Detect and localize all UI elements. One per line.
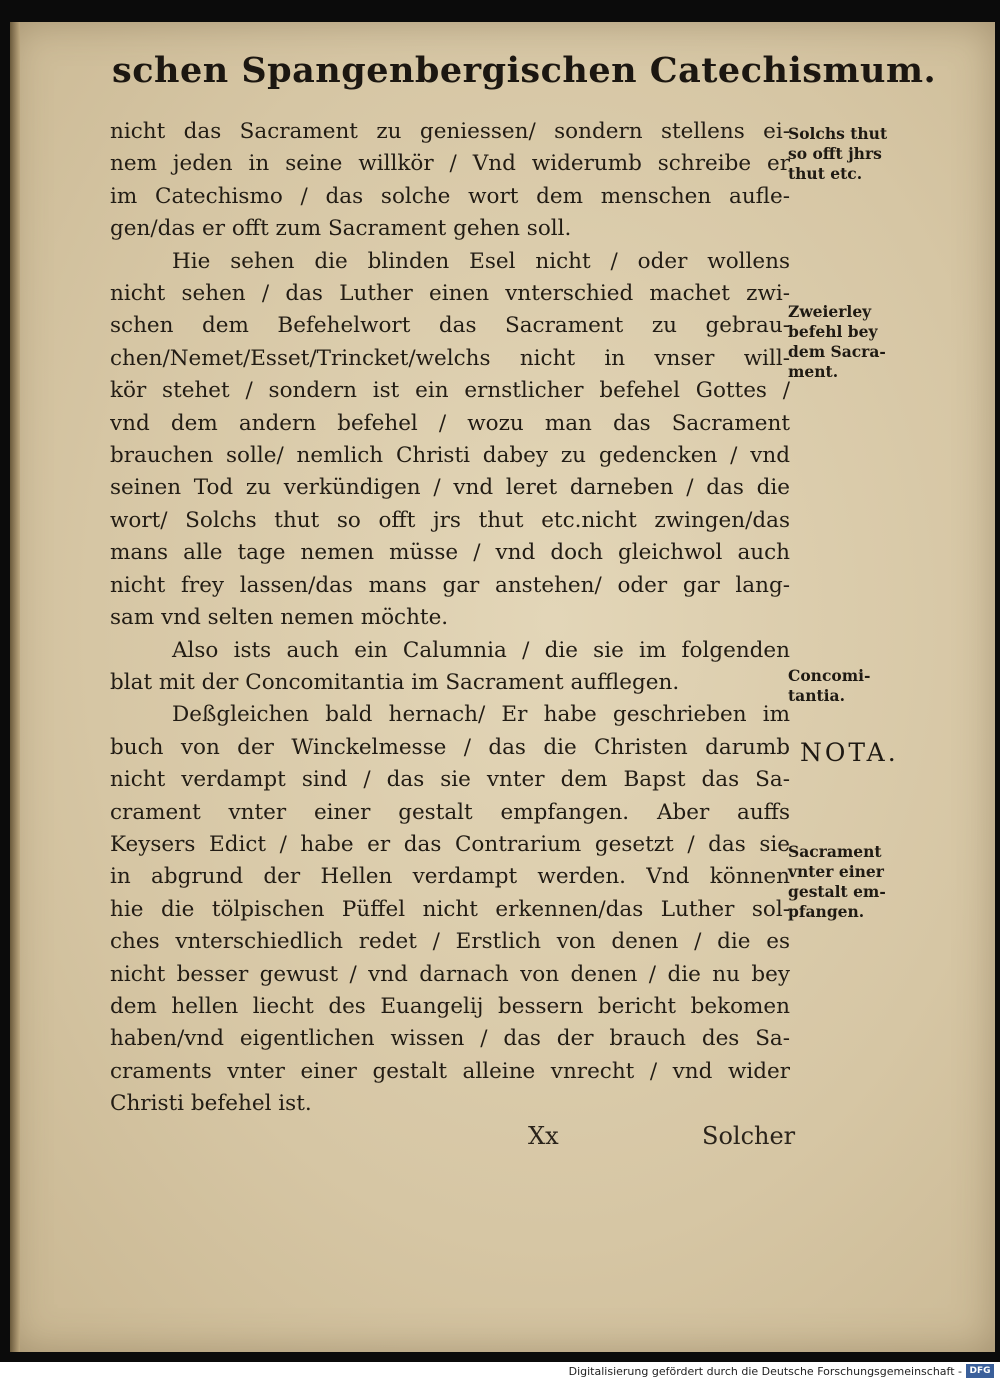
body-line: dem hellen liecht des Euangelij bessern bericht bekomen — [110, 993, 790, 1019]
margin-note-sacrament — [788, 842, 938, 922]
margin-note-line: vnter einer — [788, 862, 884, 881]
body-line: nicht besser gewust / vnd darnach von denen / die nu bey — [110, 961, 790, 987]
body-line: sam vnd selten nemen möchte. — [110, 605, 449, 631]
body-line: im Catechismo / das solche wort dem menschen aufle- — [110, 183, 790, 209]
body-line: Christi befehel ist. — [110, 1091, 312, 1117]
margin-note-line: Concomi- — [788, 666, 871, 685]
margin-note-line: tantia. — [788, 686, 845, 705]
catchword: Solcher — [702, 1122, 796, 1150]
body-line: ches vnterschiedlich redet / Erstlich von denen / die es — [110, 929, 790, 955]
body-line: nicht das Sacrament zu geniessen/ sondern stellens ei- — [110, 119, 790, 144]
body-text — [110, 116, 790, 1121]
body-line: blat mit der Concomitantia im Sacrament aufflegen. — [110, 669, 680, 695]
body-line: kör stehet / sondern ist ein ernstlicher befehel Gottes / — [110, 378, 790, 404]
running-head: schen Spangenbergischen Catechismum. — [112, 50, 937, 91]
body-line: seinen Tod zu verkündigen / vnd leret darneben / das die — [110, 475, 790, 501]
body-line: nicht sehen / das Luther einen vnterschied machet zwi- — [110, 281, 790, 307]
body-line: craments vnter einer gestalt alleine vnrecht / vnd wider — [110, 1058, 790, 1084]
body-line: Also ists auch ein Calumnia / die sie im folgenden — [172, 637, 790, 663]
body-line: hie die tölpischen Püffel nicht erkennen/das Luther sol- — [110, 896, 790, 922]
margin-note-solchs-thut — [788, 124, 938, 184]
body-line: nicht frey lassen/das mans gar anstehen/ oder gar lang- — [110, 572, 790, 598]
body-line: in abgrund der Hellen verdampt werden. Vnd können — [110, 864, 790, 890]
margin-note-line: Sacrament — [788, 842, 882, 861]
margin-note-line: dem Sacra- — [788, 342, 886, 361]
signature-mark: Xx — [528, 1122, 559, 1150]
margin-note-line: Zweierley — [788, 302, 872, 321]
body-line: Deßgleichen bald hernach/ Er habe geschrieben im — [172, 702, 790, 728]
body-line: mans alle tage nemen müsse / vnd doch gleichwol auch — [110, 540, 790, 566]
body-line: nicht verdampt sind / das sie vnter dem Bapst das Sa- — [110, 767, 790, 793]
margin-note-line: pfangen. — [788, 902, 865, 921]
margin-note-concomitantia — [788, 666, 938, 706]
body-line: nem jeden in seine willkör / Vnd widerumb schreibe er — [110, 151, 790, 177]
body-line: haben/vnd eigentlichen wissen / das der brauch des Sa- — [110, 1026, 790, 1052]
margin-note-line: befehl bey — [788, 322, 878, 341]
footer-bar — [0, 1362, 1000, 1382]
dfg-logo: DFG — [966, 1364, 994, 1378]
body-line: schen dem Befehelwort das Sacrament zu gebrau- — [110, 313, 790, 339]
body-line: wort/ Solchs thut so offt jrs thut etc.nicht zwingen/das — [110, 507, 790, 533]
margin-note-line: gestalt em- — [788, 882, 886, 901]
body-line: Hie sehen die blinden Esel nicht / oder wollens — [172, 248, 790, 274]
page-edge — [10, 22, 20, 1352]
margin-note-zweierley — [788, 302, 938, 382]
body-line: brauchen solle/ nemlich Christi dabey zu gedencken / vnd — [110, 443, 790, 469]
margin-note-line: so offt jhrs — [788, 144, 882, 163]
body-line: chen/Nemet/Esset/Trincket/welchs nicht in vnser will- — [110, 345, 790, 371]
body-line: buch von der Winckelmesse / das die Christen darumb — [110, 734, 790, 760]
body-line: gen/das er offt zum Sacrament gehen soll. — [110, 216, 572, 242]
funding-credit: Digitalisierung gefördert durch die Deutsche Forschungsgemeinschaft - — [568, 1365, 962, 1378]
margin-note-line: ment. — [788, 362, 839, 381]
body-line: Keysers Edict / habe er das Contrarium gesetzt / das sie — [110, 831, 790, 857]
margin-note-line: thut etc. — [788, 164, 863, 183]
nota-marginal: NOTA. — [800, 738, 899, 767]
margin-note-line: Solchs thut — [788, 124, 888, 143]
body-line: crament vnter einer gestalt empfangen. Aber auffs — [110, 799, 790, 825]
body-line: vnd dem andern befehel / wozu man das Sacrament — [110, 410, 790, 436]
